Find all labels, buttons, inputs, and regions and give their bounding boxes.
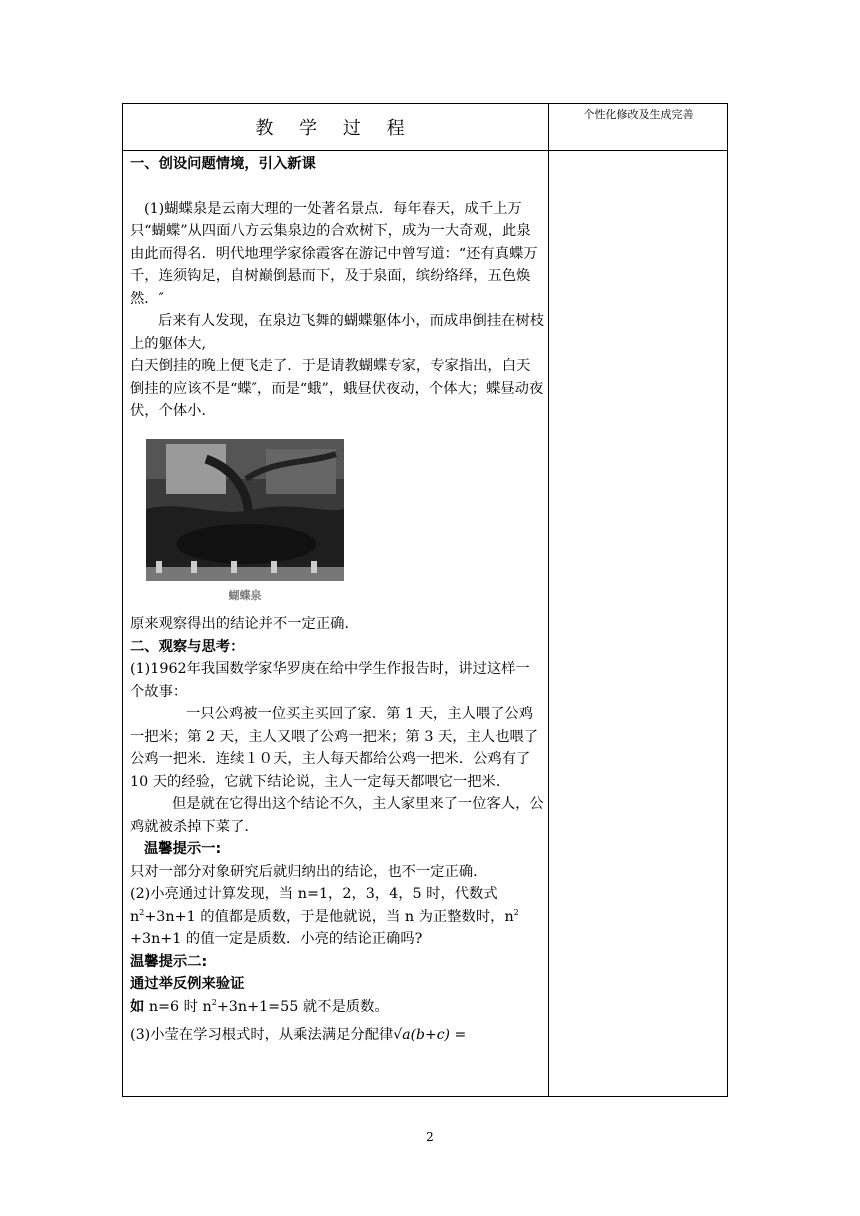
section1-conclusion: 原来观察得出的结论并不一定正确． — [130, 616, 359, 632]
question2-part2: +3n+1 的值都是质数，于是他就说，当 n 为正整数时，n — [144, 908, 514, 925]
question2-part3: +3n+1 的值一定是质数．小亮的结论正确吗? — [130, 931, 423, 947]
sqrt-formula: √a(b+c) = — [393, 1027, 467, 1043]
lesson-content — [130, 153, 544, 1047]
question2-part1: (2)小亮通过计算发现，当 n=1，2，3，4，5 时，代数式 n — [130, 886, 498, 925]
counterexample-part1: n=6 时 n — [144, 998, 212, 1015]
section1-para3: 白天倒挂的晚上便飞走了．于是请教蝴蝶专家，专家指出，白天倒挂的应该不是“蝶″，而是“蛾”，蛾昼伏夜动，个体大；蝶昼动夜伏，个体小． — [130, 358, 544, 419]
section2-para2: 一只公鸡被一位买主买回了家．第 1 天，主人喂了公鸡一把米；第 2 天，主人又喂了公鸡一把米；第 3 天，主人也喂了公鸡一把米．连续１０天，主人每天都给公鸡一把米．公鸡有了 10 天的经验，它就下结论说，主人一定每天都喂它一把米． — [130, 706, 539, 790]
section1-para1: (1)蝴蝶泉是云南大理的一处著名景点．每年春天，成千上万只“蝴蝶”从四面八方云集泉边的合欢树下，成为一大奇观，此泉由此而得名．明代地理学家徐霞客在游记中曾写道：“还有真蝶万千，连须钩足，自树巅倒悬而下，及于泉面，缤纷络绎，五色焕然．″ — [130, 200, 538, 307]
section2-heading: 二、观察与思考： — [130, 638, 245, 655]
question3 — [130, 1024, 544, 1047]
superscript: 2 — [211, 997, 217, 1007]
counterexample-lead: 如 — [130, 998, 145, 1015]
tip1-heading: 温馨提示一: — [144, 841, 222, 857]
table-column-divider — [548, 103, 549, 1097]
tip2-subheading: 通过举反例来验证 — [130, 976, 245, 992]
tip1-text: 只对一部分对象研究后就归纳出的结论，也不一定正确. — [130, 863, 478, 880]
counterexample — [130, 996, 544, 1019]
process-title: 教 学 过 程 — [255, 117, 415, 139]
table-header-divider — [122, 150, 728, 151]
superscript: 2 — [139, 907, 145, 917]
counterexample-part2: +3n+1=55 就不是质数。 — [216, 998, 389, 1015]
question2 — [130, 883, 544, 951]
tip2-heading: 温馨提示二: — [130, 953, 208, 970]
butterfly-spring-figure — [146, 439, 344, 608]
section2-para1: (1)1962年我国数学家华罗庚在给中学生作报告时，讲过这样一个故事： — [130, 661, 530, 700]
side-column-title: 个性化修改及生成完善 — [583, 108, 694, 121]
page-number: 2 — [426, 1130, 434, 1144]
butterfly-spring-photo — [146, 439, 344, 581]
photo-caption: 蝴蝶泉 — [228, 588, 262, 602]
question3-text: (3)小莹在学习根式时，从乘法满足分配律 — [130, 1027, 394, 1043]
section1-para2: 后来有人发现，在泉边飞舞的蝴蝶躯体小，而成串倒挂在树枝上的躯体大, — [130, 313, 545, 352]
section2-para3: 但是就在它得出这个结论不久，主人家里来了一位客人，公鸡就被杀掉下菜了． — [130, 796, 544, 835]
superscript: 2 — [513, 907, 519, 917]
section1-heading: 一、创设问题情境，引入新课 — [130, 156, 316, 172]
